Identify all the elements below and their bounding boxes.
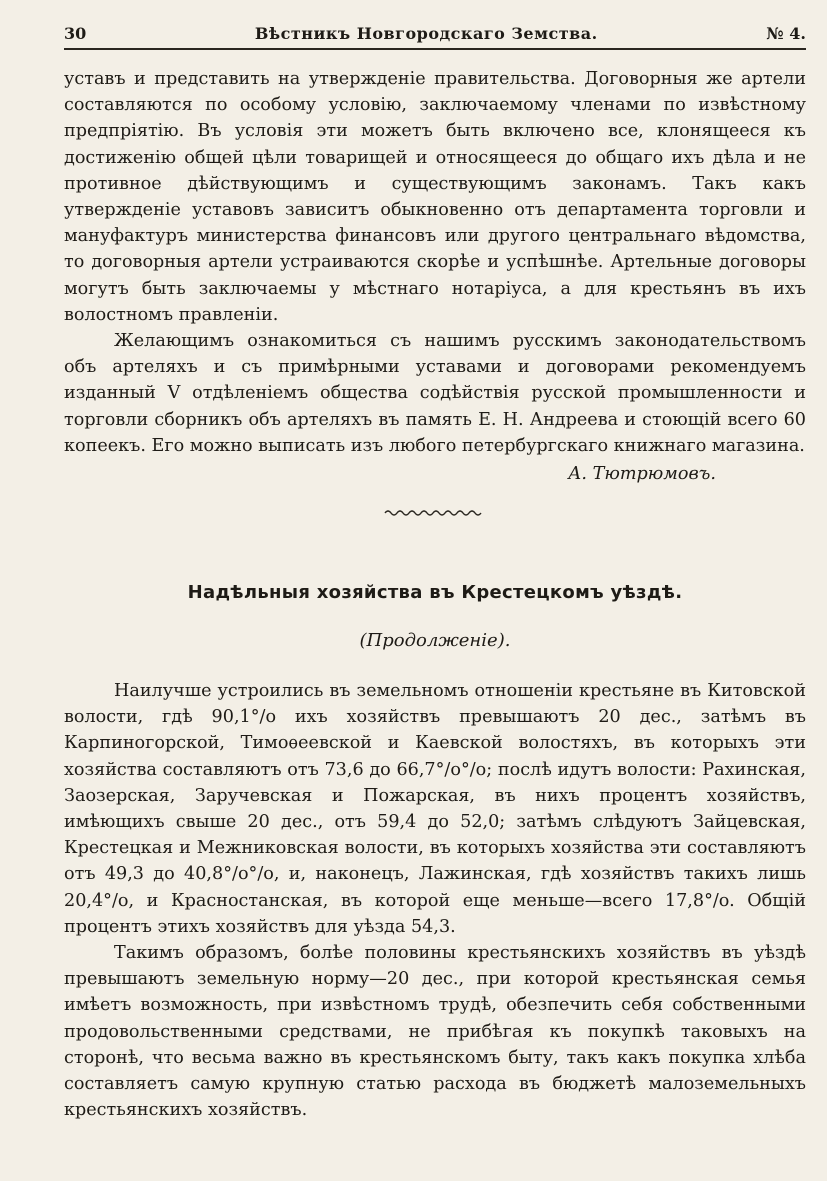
running-header — [64, 18, 806, 50]
journal-title: Вѣстникъ Новгородскаго Земства. — [254, 23, 598, 43]
issue-number: № 4. — [766, 23, 806, 43]
author-signature: А. Тютрюмовъ. — [568, 464, 716, 485]
page-number: 30 — [64, 23, 87, 43]
section-subtitle: (Продолженіе). — [359, 630, 511, 651]
wave-divider-ornament — [383, 506, 483, 520]
paragraph: Наилучше устроились въ земельномъ отношеніи крестьяне въ Китовской волости, гдѣ 90,1°/o ихъ хозяйствъ превышаютъ 20 дес., затѣмъ въ Карпиногорской, Тимоѳеевской и Каевской волостяхъ, въ которыхъ эти хозяйства составляютъ отъ 73,6 до 66,7°/o°/o; послѣ идутъ волости: Рахинская, Заозерская, Заручевская и Пожарская, въ нихъ процентъ хозяйствъ, имѣющихъ свыше 20 дес., отъ 59,4 до 52,0; затѣмъ слѣдуютъ Зайцевская, Крестецкая и Межниковская волости, въ которыхъ хозяйства эти составляютъ отъ 49,3 до 40,8°/o°/o, и, наконецъ, Лажинская, гдѣ хозяйствъ такихъ лишь 20,4°/o, и Красностанская, въ которой еще меньше—всего 17,8°/o. Общій процентъ этихъ хозяйствъ для уѣзда 54,3. — [64, 681, 806, 937]
paragraph: Желающимъ ознакомиться съ нашимъ русскимъ законодательствомъ объ артеляхъ и съ примѣрными уставами и договорами рекомендуемъ изданный V отдѣленіемъ общества содѣйствія русской промышленности и торговли сборникъ объ артеляхъ въ память Е. Н. Андреева и стоющій всего 60 копеекъ. Его можно выписать изъ любого петербургскаго книжнаго магазина. — [64, 331, 806, 456]
section-title: Надѣльныя хозяйства въ Крестецкомъ уѣздѣ. — [187, 582, 683, 603]
paragraph: Такимъ образомъ, болѣе половины крестьянскихъ хозяйствъ въ уѣздѣ превышаютъ земельную норму—20 дес., при которой крестьянская семья имѣетъ возможность, при извѣстномъ трудѣ, обезпечить себя собственными продовольственными средствами, не прибѣгая къ покупкѣ таковыхъ на сторонѣ, что весьма важно въ крестьянскомъ быту, такъ какъ покупка хлѣба составляетъ самую крупную статью расхода въ бюджетѣ малоземельныхъ крестьянскихъ хозяйствъ. — [64, 943, 806, 1121]
paragraph: уставъ и представить на утвержденіе правительства. Договорныя же артели составляются по особому условію, заключаемому членами по извѣстному предпріятію. Въ условія эти можетъ быть включено все, клонящееся къ достиженію общей цѣли товарищей и относящееся до общаго ихъ дѣла и не противное дѣйствующимъ и существующимъ законамъ. Такъ какъ утвержденіе уставовъ зависитъ обыкновенно отъ департамента торговли и мануфактуръ министерства финансовъ или другого центральнаго вѣдомства, то договорныя артели устраиваются скорѣе и успѣшнѣе. Артельные договоры могутъ быть заключаемы у мѣстнаго нотаріуса, а для крестьянъ въ ихъ волостномъ правленіи. — [64, 69, 806, 325]
article-continuation — [64, 66, 806, 487]
article-body — [64, 678, 806, 1123]
